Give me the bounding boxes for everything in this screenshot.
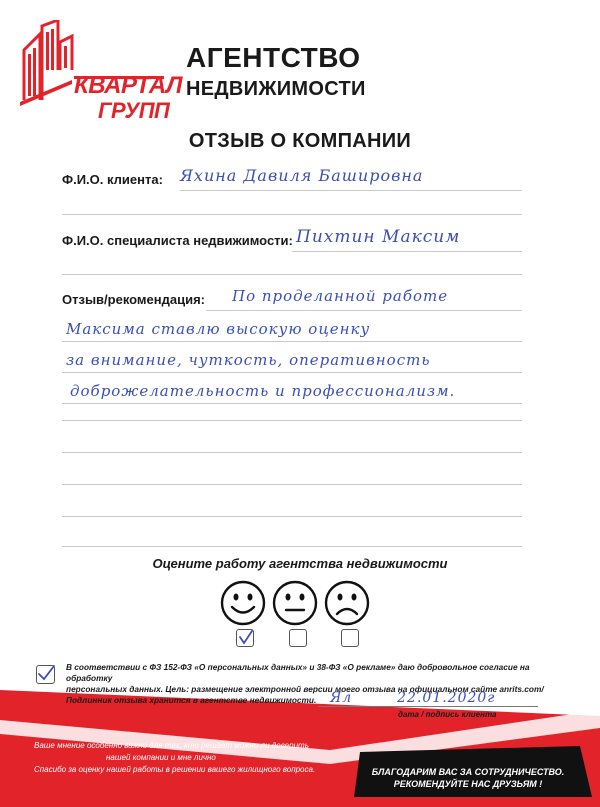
client-name-line <box>180 190 522 191</box>
signature-line <box>318 706 538 707</box>
happy-face-icon <box>220 580 266 626</box>
review-line <box>62 420 522 421</box>
review-text-line: По проделанной работе <box>232 287 449 305</box>
checkmark-icon <box>35 662 57 684</box>
footer-note-line: Ваше мнение особенно важно для тех, кто решает можно ли доверить <box>34 741 309 750</box>
footer-note-line: нашей компании и мне лично <box>106 753 216 762</box>
company-logo <box>18 20 182 132</box>
review-line <box>62 403 522 404</box>
footer-note <box>34 740 334 776</box>
form-title: ОТЗЫВ О КОМПАНИИ <box>188 130 412 152</box>
review-line <box>206 310 522 311</box>
rating-title: Оцените работу агентства недвижимости <box>152 556 448 571</box>
neutral-face-icon <box>272 580 318 626</box>
review-text-line: за внимание, чуткость, оперативность <box>66 351 431 369</box>
rating-checkbox-neutral[interactable] <box>289 629 307 647</box>
consent-text-line: персональных данных. Цель: размещение электронной версии моего отзыва на официальном сайте anrits.com/ <box>66 684 544 694</box>
consent-checkbox[interactable] <box>36 665 55 684</box>
review-line <box>62 452 522 453</box>
signature-and-date <box>330 690 495 706</box>
sad-face-icon <box>324 580 370 626</box>
review-text-line: доброжелательность и профессионализм. <box>70 382 456 400</box>
client-name-value: Яхина Давиля Башировна <box>180 166 424 185</box>
specialist-name-value: Пихтин Максим <box>296 227 461 247</box>
specialist-name-line <box>292 251 522 252</box>
blank-line <box>62 274 522 275</box>
review-line <box>62 341 522 342</box>
logo-text-grupp: ГРУПП <box>98 98 170 123</box>
checkmark-icon <box>235 626 257 648</box>
thanks-message <box>368 766 568 790</box>
rating-checkbox-good[interactable] <box>236 629 254 647</box>
review-label: Отзыв/рекомендация: <box>62 292 205 307</box>
rating-checkbox-bad[interactable] <box>341 629 359 647</box>
thanks-line: РЕКОМЕНДУЙТЕ НАС ДРУЗЬЯМ ! <box>393 779 543 789</box>
review-line <box>62 372 522 373</box>
consent-text-line: В соответствии с ФЗ 152-ФЗ «О персональных данных» и 38-ФЗ «О рекламе» даю добровольное согласие на обработку <box>66 662 530 683</box>
review-text-line: Максима ставлю высокую оценку <box>66 320 371 338</box>
thanks-line: БЛАГОДАРИМ ВАС ЗА СОТРУДНИЧЕСТВО. <box>371 767 565 777</box>
agency-subtitle: НЕДВИЖИМОСТИ <box>186 78 366 100</box>
client-name-label: Ф.И.О. клиента: <box>62 172 163 187</box>
footer-note-line: Спасибо за оценку нашей работы в решении вашего жилищного вопроса. <box>34 765 316 774</box>
date-value: 22.01.2020г <box>397 690 496 706</box>
review-line <box>62 516 522 517</box>
signature-caption: дата / подпись клиента <box>398 710 497 719</box>
signature: Ял <box>330 690 353 706</box>
review-line <box>62 546 522 547</box>
logo-text-kvartal: КВАРТАЛ <box>74 72 182 99</box>
specialist-name-label: Ф.И.О. специалиста недвижимости: <box>62 233 293 248</box>
blank-line <box>62 214 522 215</box>
consent-text-line: Подлинник отзыва хранится в агентстве недвижимости. <box>66 695 317 705</box>
review-line <box>62 484 522 485</box>
agency-title: АГЕНТСТВО <box>186 42 361 73</box>
